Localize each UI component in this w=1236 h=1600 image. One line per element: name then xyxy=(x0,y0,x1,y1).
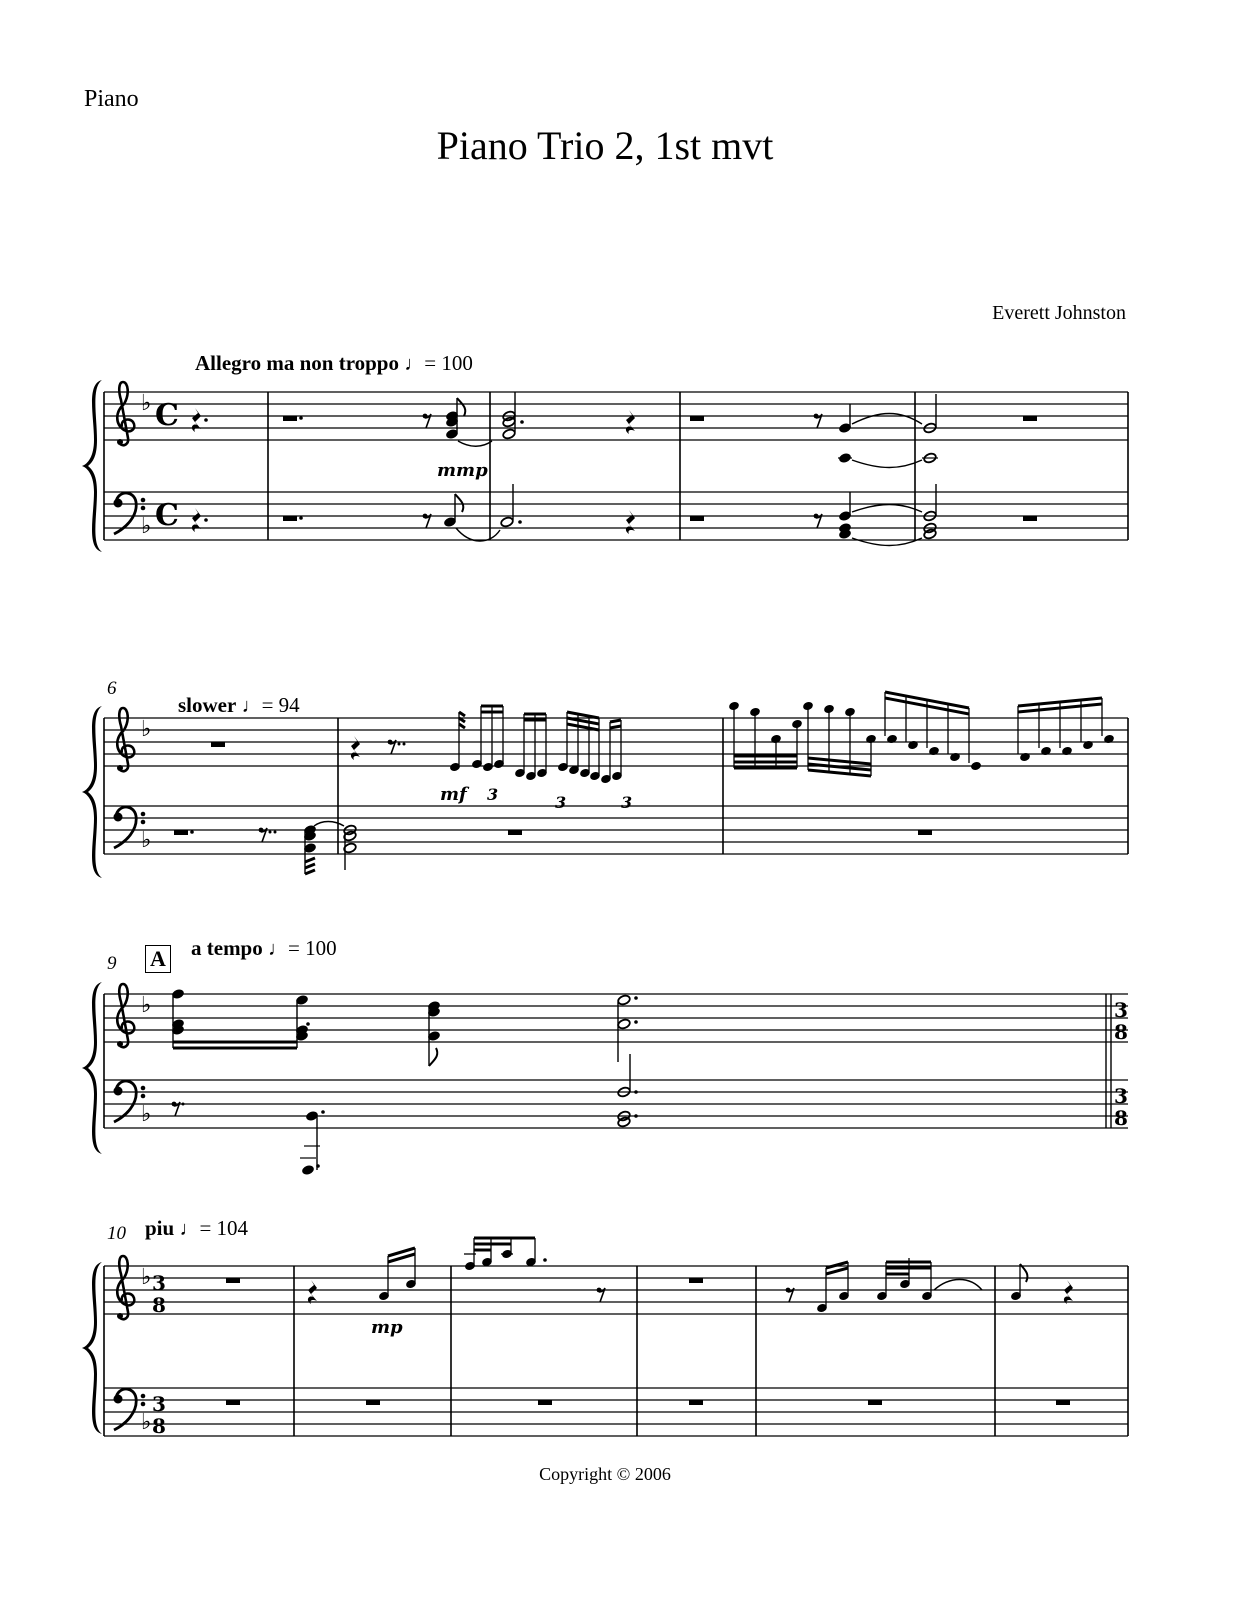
dynamic-mark: mmp xyxy=(437,460,488,481)
time-signature: C xyxy=(155,498,179,533)
tempo-value: = 100 xyxy=(424,351,473,375)
svg-text:♭: ♭ xyxy=(141,1101,152,1126)
tempo-value: = 100 xyxy=(288,936,337,960)
dynamic-mark: mp xyxy=(371,1317,403,1338)
time-sig-num: 3 xyxy=(152,1271,166,1295)
time-signature: C xyxy=(155,398,179,433)
tempo-value: = 104 xyxy=(199,1216,249,1240)
time-sig-den: 8 xyxy=(1114,1106,1128,1130)
copyright-notice: Copyright © 2006 xyxy=(539,1464,671,1484)
melody-run-m8 xyxy=(728,692,1115,776)
tempo-text: slower xyxy=(178,693,237,717)
tempo-value: = 94 xyxy=(261,693,300,717)
composer-name: Everett Johnston xyxy=(992,302,1126,324)
tempo-text: a tempo xyxy=(191,936,263,960)
time-sig-num: 3 xyxy=(1114,1084,1128,1108)
svg-text:♭: ♭ xyxy=(141,390,152,415)
tempo-text: piu xyxy=(145,1216,175,1240)
time-sig-num: 3 xyxy=(152,1392,166,1416)
svg-text:♭: ♭ xyxy=(141,716,152,741)
quarter-note-icon: ♩ xyxy=(268,938,288,960)
time-sig-den: 8 xyxy=(152,1293,166,1317)
time-sig-den: 8 xyxy=(152,1414,166,1438)
tempo-text: Allegro ma non troppo xyxy=(195,351,399,375)
svg-text:♭: ♭ xyxy=(141,1264,152,1289)
part-name: Piano xyxy=(84,86,139,112)
page-title: Piano Trio 2, 1st mvt xyxy=(436,123,774,168)
tuplet-number: 3 xyxy=(487,785,499,804)
tuplet-number: 3 xyxy=(621,793,633,812)
rehearsal-mark: A xyxy=(145,945,171,973)
quarter-note-icon: ♩ xyxy=(179,1218,200,1240)
system-2 xyxy=(82,692,1128,878)
measure-number: 10 xyxy=(107,1223,126,1244)
svg-text:♭: ♭ xyxy=(141,1409,152,1434)
measure-number: 9 xyxy=(107,953,117,974)
time-sig-num: 3 xyxy=(1114,998,1128,1022)
system-4 xyxy=(82,1238,1128,1438)
quarter-note-icon: ♩ xyxy=(241,695,262,717)
system-3 xyxy=(82,982,1128,1176)
svg-text:♭: ♭ xyxy=(141,827,152,852)
svg-text:♭: ♭ xyxy=(141,992,152,1017)
svg-text:♭: ♭ xyxy=(141,513,152,538)
tuplet-number: 3 xyxy=(555,793,567,812)
quarter-note-icon: ♩ xyxy=(404,353,425,375)
system-1 xyxy=(82,380,1128,552)
dynamic-mark: mf xyxy=(440,784,467,805)
melody-run-m7 xyxy=(440,706,632,812)
time-sig-den: 8 xyxy=(1114,1020,1128,1044)
measure-number: 6 xyxy=(107,678,117,699)
